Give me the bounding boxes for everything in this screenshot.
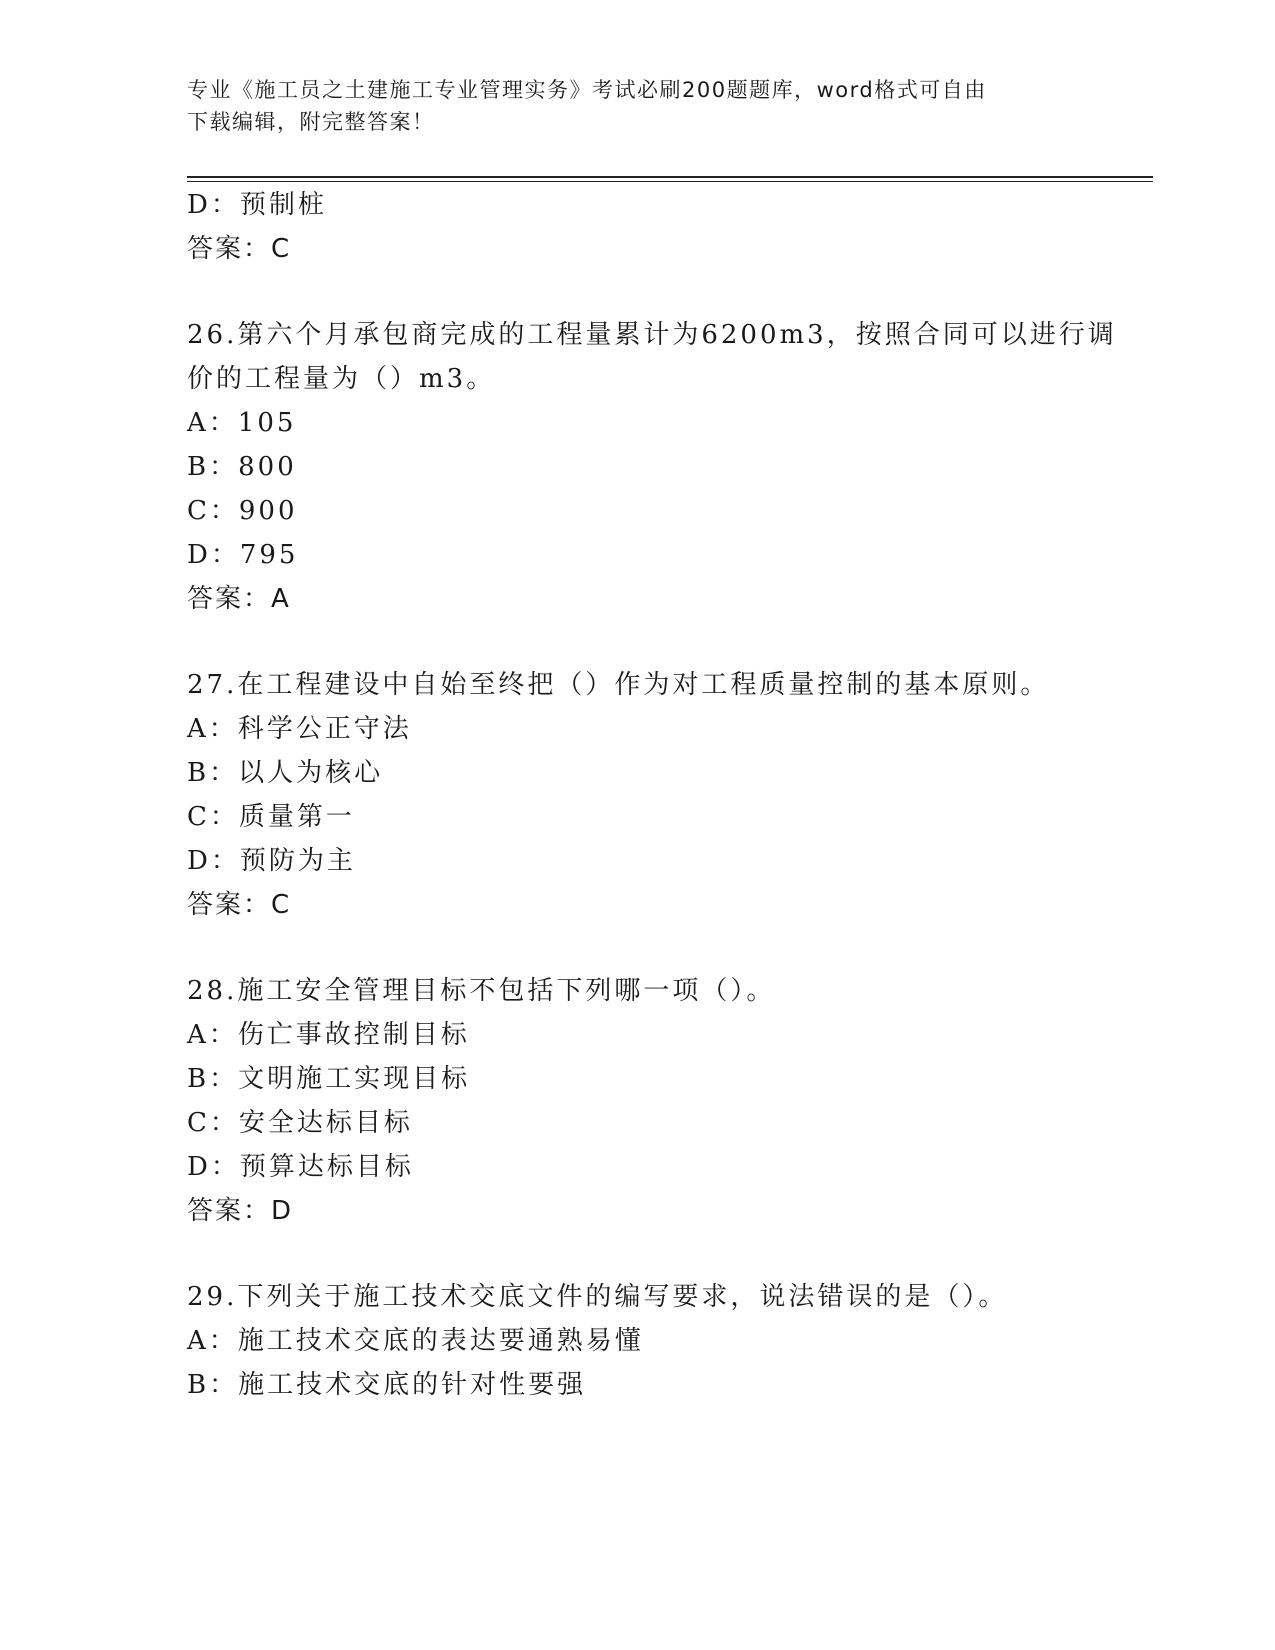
question-29-option-b: B：施工技术交底的针对性要强 [187, 1370, 587, 1400]
question-26-option-a: A：105 [187, 408, 297, 438]
question-26-stem-line-2: 价的工程量为（）m3。 [187, 364, 496, 394]
question-26-option-c: C：900 [187, 496, 298, 526]
question-29-stem-line-1: 29.下列关于施工技术交底文件的编写要求，说法错误的是（）。 [187, 1282, 1008, 1312]
question-26-option-b: B：800 [187, 452, 297, 482]
question-27-stem-line-1: 27.在工程建设中自始至终把（）作为对工程质量控制的基本原则。 [187, 670, 1050, 700]
question-26-answer: 答案：A [187, 584, 291, 614]
question-27-option-b: B：以人为核心 [187, 758, 384, 788]
question-27-option-d: D：预防为主 [187, 846, 356, 876]
question-29-option-a: A：施工技术交底的表达要通熟易懂 [187, 1326, 644, 1356]
prev-question-answer: 答案：C [187, 234, 292, 264]
question-28-answer: 答案：D [187, 1196, 294, 1226]
header-title-line-2: 下载编辑，附完整答案！ [187, 110, 435, 134]
question-27-option-c: C：质量第一 [187, 802, 355, 832]
prev-question-option-d: D：预制桩 [187, 190, 327, 220]
question-27-option-a: A：科学公正守法 [187, 714, 412, 744]
question-28-option-d: D：预算达标目标 [187, 1152, 414, 1182]
header-divider-thin [187, 181, 1153, 182]
document-header [187, 74, 1067, 138]
question-28-option-c: C：安全达标目标 [187, 1108, 413, 1138]
question-28-option-a: A：伤亡事故控制目标 [187, 1020, 470, 1050]
question-27-answer: 答案：C [187, 890, 292, 920]
question-28-stem-line-1: 28.施工安全管理目标不包括下列哪一项（）。 [187, 976, 776, 1006]
header-title-line-1: 专业《施工员之土建施工专业管理实务》考试必刷200题题库，word格式可自由 [187, 78, 987, 102]
header-divider-thick [187, 176, 1153, 178]
question-28-option-b: B：文明施工实现目标 [187, 1064, 471, 1094]
question-26-option-d: D：795 [187, 540, 299, 570]
question-26-stem-line-1: 26.第六个月承包商完成的工程量累计为6200m3，按照合同可以进行调 [187, 320, 1117, 350]
